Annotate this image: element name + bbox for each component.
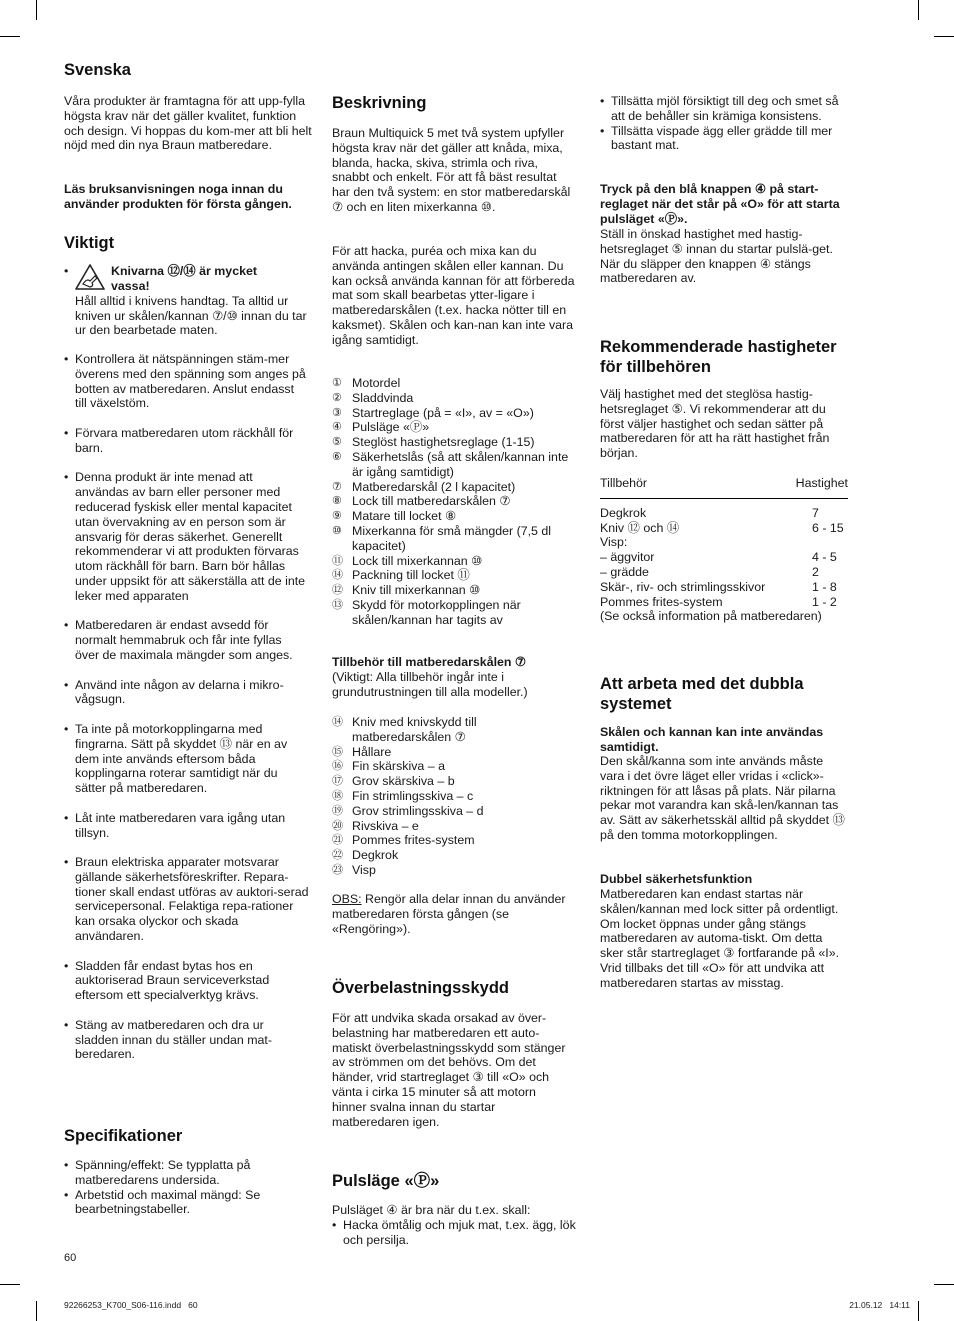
list-item: ⑨ Matare till locket ⑧ — [332, 509, 457, 524]
warning-block — [64, 264, 314, 338]
list-item: ⑮ Hållare — [332, 744, 392, 759]
bullet-marker: • — [64, 264, 69, 278]
list-item: ② Sladdvinda — [332, 390, 414, 405]
footer-date: 21.05.12 14:11 — [849, 1300, 910, 1310]
list-item: ⑩ Mixerkanna för små mängder (7,5 dl kapacitet) — [332, 523, 552, 553]
list-item: ⑪ Lock till mixerkannan ⑩ — [332, 553, 483, 568]
column-header: Tillbehör — [600, 476, 648, 490]
safety-title: Dubbel säkerhetsfunktion — [600, 872, 753, 886]
page-number: 60 — [64, 1252, 77, 1264]
crop-mark — [36, 0, 37, 20]
description-1: Braun Multiquick 5 met två system upfyller högsta krav när det gäller att knåda, mixa, blanda, hacka, skiva, strimla och riva, snabbt och enkelt. För att få bäst resultat har den två system: en stor matberedarskål ⑦ och en liten mixerkanna ⑩. — [332, 126, 571, 214]
footer-file: 92266253_K700_S06-116.indd 60 — [64, 1300, 198, 1310]
list-item: • Hacka ömtålig och mjuk mat, t.ex. ägg, lök och persilja. — [332, 1218, 581, 1248]
accessories-note: (Viktigt: Alla tillbehör ingår inte i grundutrustningen till alla modeller.) — [332, 670, 528, 699]
list-item: ⑳ Rivskiva – e — [332, 818, 419, 833]
dual-bold: Skålen och kannan kan inte användas samtidigt. — [600, 725, 824, 754]
list-item: ⑲ Grov strimlingsskiva – d — [332, 803, 484, 818]
warning-bold: Knivarna ⑫/⑭ är mycket vassa! — [111, 264, 257, 293]
table-row: – äggvitor 4 - 5 — [600, 550, 837, 565]
accessories-title: Tillbehör till matberedarskålen ⑦ — [332, 655, 527, 669]
crop-mark — [0, 1284, 20, 1285]
list-item: • Spänning/effekt: Se typplatta på matberedarens undersida. — [64, 1158, 309, 1188]
list-item: ⑬ Skydd för motorkopplingen när skålen/kannan har tagits av — [332, 597, 521, 627]
list-item: ⑭ Kniv med knivskydd till matberedarskålen ⑦ — [332, 715, 477, 744]
heading-dual-system: Att arbeta med det dubbla systemet — [600, 675, 804, 713]
list-item: • Arbetstid och maximal mängd: Se bearbetningstabeller. — [64, 1188, 309, 1218]
column-header: Hastighet — [795, 476, 848, 490]
safety-bullets — [64, 352, 309, 1062]
intro-text: Våra produkter är framtagna för att upp-fylla högsta krav när det gäller kvalitet, funktion och design. Vi hoppas du kom-mer att bli helt nöjd med din nya Braun matberedare. — [64, 94, 312, 153]
heading-speeds: Rekommenderade hastigheter för tillbehören — [600, 338, 837, 376]
list-item: ⑦ Matberedarskål (2 l kapacitet) — [332, 479, 516, 494]
list-item: ㉑ Pommes frites-system — [332, 833, 475, 848]
crop-mark — [918, 1301, 919, 1321]
warning-text: Håll alltid i knivens handtag. Ta alltid ur kniven ur skålen/kannan ⑦/⑩ innan du tar ur den bearbetade maten. — [75, 293, 307, 338]
list-item: ⑤ Steglöst hastighetsreglage (1-15) — [332, 435, 535, 450]
list-item: ⑯ Fin skärskiva – a — [332, 759, 445, 774]
table-header — [600, 476, 848, 498]
overload-text: För att undvika skada orsakad av över-belastning har matberedaren ett auto-matiskt överbelastningsskydd som stänger av strömmen om det behövs. Om det händer, vrid startreglaget ③ till «O» och vänta i cirka 15 minuter så att motorn hinner svalna innan du startar matberedaren igen. — [332, 1011, 566, 1129]
table-divider — [600, 498, 848, 499]
list-item: • Tillsätta mjöl försiktigt till deg och smet så att de behåller sin krämiga konsistens. — [600, 94, 840, 124]
list-item: ⑰ Grov skärskiva – b — [332, 774, 455, 789]
speeds-intro: Välj hastighet med det steglösa hastig-hetsreglaget ⑤. Vi rekommenderar att du först väljer hastighet och sedan sätter på matberedaren för att ha rätt hastighet från början. — [600, 387, 830, 461]
list-item: ㉓ Visp — [332, 862, 376, 877]
crop-mark — [934, 1284, 954, 1285]
list-item: ④ Pulsläge «Ⓟ» — [332, 420, 430, 435]
list-item: • Sladden får endast bytas hos en auktoriserad Braun serviceverkstad eftersom ett specialverktyg krävs. — [64, 959, 309, 1003]
safety-text: Matberedaren kan endast startas när skålen/kannan med lock sitter på ordentligt. Om locket öppnas under gång stängs matberedaren av automa-tiskt. Om detta sker står startreglaget ③ fortfarande på «I». Vrid tillbaks det till «O» för att undvika att matberedaren startas av misstag. — [600, 887, 840, 990]
crop-mark — [934, 36, 954, 37]
list-item: • Matberedaren är endast avsedd för normalt hemmabruk och får inte fyllas över de maximala mängder som anges. — [64, 618, 309, 662]
list-item: • Använd inte någon av delarna i mikro-vågsugn. — [64, 678, 309, 708]
heading-viktigt: Viktigt — [64, 234, 115, 252]
speed-table — [600, 476, 848, 624]
list-item: • Förvara matberedaren utom räckhåll för barn. — [64, 426, 309, 456]
heading-specifikationer: Specifikationer — [64, 1127, 183, 1145]
table-row: Pommes frites-system 1 - 2 — [600, 594, 837, 609]
accessories-list — [332, 715, 562, 878]
list-item: ⑱ Fin strimlingsskiva – c — [332, 788, 474, 803]
obs-note — [332, 892, 572, 936]
press-instruction: Tryck på den blå knappen ④ på start-reglaget när det står på «O» för att starta pulsläget «Ⓟ». — [600, 182, 840, 226]
description-2: För att hacka, puréa och mixa kan du använda antingen skålen eller kannan. Du kan också använda kannan för att förbereda mat som skall bearbetas ytter-ligare i matberedarskålen (t.ex. hacka nötter till en kaksmet). Skålen och kan-nan kan inte vara igång samtidigt. — [332, 244, 575, 347]
heading-beskrivning: Beskrivning — [332, 94, 427, 112]
table-note: (Se också information på matberedaren) — [600, 609, 822, 624]
list-item: • Stäng av matberedaren och dra ur sladden innan du ställer undan mat-beredaren. — [64, 1018, 309, 1062]
list-item: ㉒ Degkrok — [332, 848, 399, 863]
press-text: Ställ in önskad hastighet med hastig-hetsreglaget ⑤ innan du startar pulslä-get. När du släpper den knappen ④ stängs matberedaren av. — [600, 227, 833, 286]
puls-intro: Pulsläget ④ är bra när du t.ex. skall: — [332, 1203, 531, 1217]
list-item: • Tillsätta vispade ägg eller grädde till mer bastant mat. — [600, 124, 840, 154]
table-row: Degkrok 7 — [600, 505, 819, 520]
puls-bullets-continued — [600, 94, 840, 153]
heading-overload: Överbelastningsskydd — [332, 979, 509, 997]
spec-list — [64, 1158, 309, 1217]
obs-text: Rengör alla delar innan du använder matberedaren första gången (se «Rengöring»). — [332, 892, 566, 936]
table-row: Kniv ⑫ och ⑭ 6 - 15 — [600, 520, 844, 535]
list-item: • Braun elektriska apparater motsvarar gällande säkerhetsföreskrifter. Repara-tioner skall endast utföras av auktori-serad servicepersonal. Felaktiga repa-rationer kan orsaka olyckor och skada användaren. — [64, 855, 309, 944]
obs-label: OBS: — [332, 892, 362, 906]
crop-mark — [0, 36, 20, 37]
read-first-text: Läs bruksanvisningen noga innan du använder produkten för första gången. — [64, 182, 292, 211]
list-item: • Kontrollera ät nätspänningen stäm-mer överens med den spänning som anges på botten av matberedaren. Anslut endasst till växelstöm. — [64, 352, 309, 411]
list-item: ⑧ Lock till matberedarskålen ⑦ — [332, 494, 511, 509]
parts-list — [332, 376, 572, 628]
list-item: ⑭ Packning till locket ⑪ — [332, 568, 470, 583]
list-item: ① Motordel — [332, 376, 401, 390]
dual-text: Den skål/kanna som inte används måste vara i det övre läget eller vridas i «click»-riktningen för att låsas på plats. När pilarna pekar mot varandra kan skå-len/kannan tas av. Sätt av säkerhetsskäl alltid på skyddet ⑬ på den tomma motorkopplingen. — [600, 754, 845, 842]
table-row: – grädde 2 — [600, 564, 819, 579]
table-row: Visp: — [600, 535, 628, 550]
table-row: Skär-, riv- och strimlingsskivor 1 - 8 — [600, 579, 837, 594]
heading-svenska: Svenska — [64, 61, 131, 79]
list-item: • Låt inte matberedaren vara igång utan tillsyn. — [64, 811, 309, 841]
warning-triangle-icon — [75, 264, 105, 294]
list-item: ⑫ Kniv till mixerkannan ⑩ — [332, 583, 481, 598]
list-item: • Denna produkt är inte menad att användas av barn eller personer med reducerad fyskisk eller mental kapacitet utan övervakning av en person som är ansvarig för deras säkerhet. Generellt rekommenderar vi att produkten förvaras utom räckhåll för barn. Barn bör hållas under uppsikt för att säkerställa att de inte leker med apparaten — [64, 470, 309, 603]
heading-pulslage: Pulsläge «Ⓟ» — [332, 1172, 440, 1190]
list-item: ③ Startreglage (på = «I», av = «O») — [332, 405, 534, 420]
list-item: • Ta inte på motorkopplingarna med fingrarna. Sätt på skyddet ⑬ när en av dem inte används eftersom båda kopplingarna roterar samtidigt när du sätter på matberedaren. — [64, 722, 309, 796]
crop-mark — [36, 1301, 37, 1321]
crop-mark — [918, 0, 919, 20]
list-item: ⑥ Säkerhetslås (så att skålen/kannan inte är igång samtidigt) — [332, 449, 569, 479]
